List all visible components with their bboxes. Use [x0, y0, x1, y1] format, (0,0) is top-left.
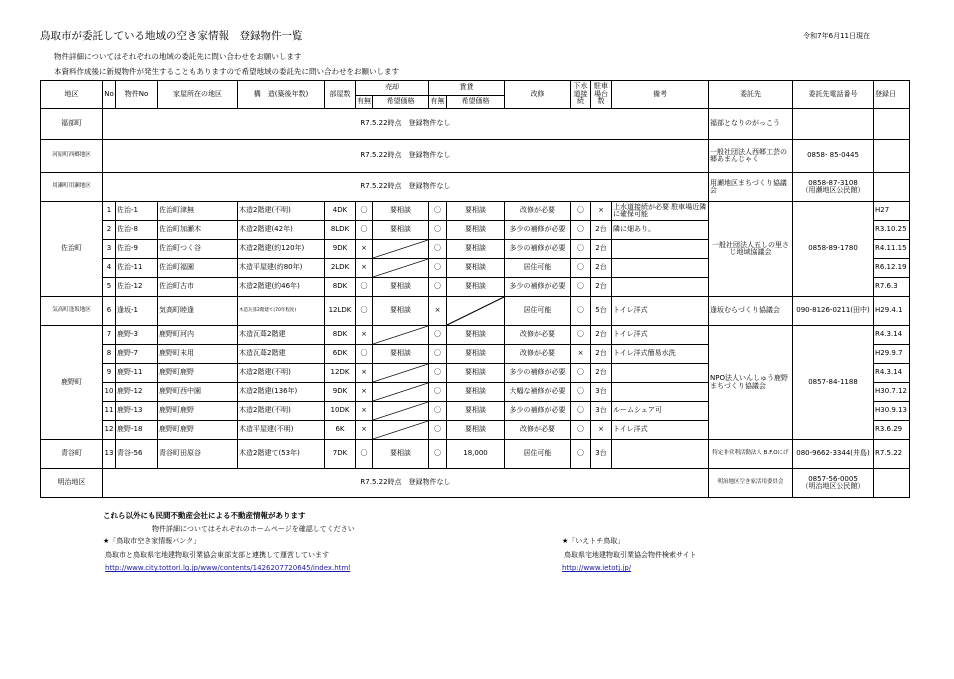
phone-saji: 0858-89-1780	[793, 202, 874, 297]
no-listing: R7.5.22時点 登録物件なし	[103, 469, 709, 498]
header-reg-date: 登録日	[874, 81, 910, 109]
crossed-out-cell	[373, 421, 429, 440]
table-cell: 〇	[429, 421, 447, 440]
table-cell: 気高町睦逢	[158, 297, 238, 326]
crossed-out-cell	[373, 259, 429, 278]
table-cell: 18,000	[447, 440, 505, 469]
table-cell: 4	[103, 259, 116, 278]
table-cell: 〇	[571, 364, 591, 383]
footer-heading: これら以外にも民間不動産会社による不動産情報があります	[103, 511, 306, 520]
table-cell: 要相談	[447, 383, 505, 402]
table-cell: 10DK	[325, 402, 356, 421]
table-cell: 木造2階建(不明)	[238, 402, 325, 421]
footer-right-link[interactable]: http://www.ietotj.jp/	[562, 564, 632, 572]
table-cell	[612, 278, 709, 297]
table-cell: 5台	[591, 297, 612, 326]
table-cell: 2台	[591, 221, 612, 240]
table-cell: 木造2階建(42年)	[238, 221, 325, 240]
table-cell: 6K	[325, 421, 356, 440]
table-cell: 〇	[429, 440, 447, 469]
table-cell: 〇	[571, 202, 591, 221]
table-cell: 木造2階建(約46年)	[238, 278, 325, 297]
table-cell: 鹿野町西中園	[158, 383, 238, 402]
table-cell: 〇	[429, 345, 447, 364]
table-cell: 3台	[591, 402, 612, 421]
table-cell: ×	[356, 240, 373, 259]
table-cell: 鹿野町末用	[158, 345, 238, 364]
contractor-shikano: NPO法人いんしゅう鹿野まちづくり協議会	[709, 326, 793, 440]
no-listing: R7.5.22時点 登録物件なし	[103, 173, 709, 202]
table-cell: 9	[103, 364, 116, 383]
table-cell: 多少の補修が必要	[505, 240, 571, 259]
table-cell: 〇	[429, 326, 447, 345]
phone-meiji: 0857-56-0005 （明治地区公民館）	[793, 469, 874, 498]
table-cell: 青谷-56	[116, 440, 158, 469]
table-cell: 居住可能	[505, 259, 571, 278]
table-cell: 木造瓦葺2階建	[238, 345, 325, 364]
table-cell: 〇	[429, 402, 447, 421]
table-cell: ×	[356, 259, 373, 278]
table-cell: 鹿野町鹿野	[158, 421, 238, 440]
table-cell: ×	[356, 402, 373, 421]
table-cell: ×	[571, 345, 591, 364]
table-cell: 大幅な補修が必要	[505, 383, 571, 402]
crossed-out-cell	[373, 383, 429, 402]
table-cell: 2台	[591, 278, 612, 297]
empty-cell	[874, 140, 910, 173]
table-cell: R4.3.14	[874, 326, 910, 345]
table-cell: 鹿野-11	[116, 364, 158, 383]
table-cell: 要相談	[447, 202, 505, 221]
table-cell: 8	[103, 345, 116, 364]
table-cell: 鹿野町鹿野	[158, 402, 238, 421]
table-cell: 〇	[429, 259, 447, 278]
header-sewer: 下水道接続	[571, 81, 591, 109]
contractor-kedaka: 逢坂むらづくり協議会	[709, 297, 793, 326]
header-sale-price: 希望価格	[373, 96, 429, 109]
table-cell: 要相談	[447, 221, 505, 240]
footer-left-title: ★「鳥取市空き家情報バンク」	[103, 537, 201, 545]
page-title: 鳥取市が委託している地域の空き家情報 登録物件一覧	[40, 30, 303, 42]
table-cell: 要相談	[447, 278, 505, 297]
table-cell: 〇	[429, 383, 447, 402]
table-cell: 2	[103, 221, 116, 240]
table-cell: 木造2階建(不明)	[238, 202, 325, 221]
table-cell: 多少の補修が必要	[505, 402, 571, 421]
table-cell: 3台	[591, 383, 612, 402]
table-cell: 改修が必要	[505, 326, 571, 345]
header-address: 家屋所在の地区	[158, 81, 238, 109]
contractor-aoya: 特定非営利活動法人 B.F.Oにげ	[709, 440, 793, 469]
table-cell: 〇	[571, 440, 591, 469]
table-cell: 要相談	[373, 202, 429, 221]
area-fukube: 福部町	[41, 109, 103, 140]
contractor-meiji: 明治地区空き家活用委員会	[709, 469, 793, 498]
table-cell: 〇	[571, 221, 591, 240]
header-item-no: 物件No	[116, 81, 158, 109]
table-cell: 6	[103, 297, 116, 326]
table-cell: 要相談	[447, 326, 505, 345]
header-repair: 改修	[505, 81, 571, 109]
empty-cell	[874, 109, 910, 140]
table-cell: 居住可能	[505, 297, 571, 326]
table-cell: 12DK	[325, 364, 356, 383]
table-cell: 佐治町福園	[158, 259, 238, 278]
table-row	[41, 297, 910, 326]
table-cell: 〇	[356, 202, 373, 221]
table-cell: H27	[874, 202, 910, 221]
area-yosemachi: 用瀬町用瀬地区	[41, 173, 103, 202]
table-cell: 3	[103, 240, 116, 259]
table-cell: 鹿野-18	[116, 421, 158, 440]
table-cell: 12LDK	[325, 297, 356, 326]
table-cell: 5	[103, 278, 116, 297]
table-cell: 鹿野-13	[116, 402, 158, 421]
table-cell: 2台	[591, 240, 612, 259]
table-cell	[612, 383, 709, 402]
table-cell: 2LDK	[325, 259, 356, 278]
table-cell: 〇	[429, 202, 447, 221]
table-row	[41, 440, 910, 469]
table-cell: 居住可能	[505, 440, 571, 469]
table-cell: 逢坂-1	[116, 297, 158, 326]
header-rent-avail: 有無	[429, 96, 447, 109]
table-cell: 〇	[571, 402, 591, 421]
table-cell: 多少の補修が必要	[505, 364, 571, 383]
table-cell: 木造平屋建(約80年)	[238, 259, 325, 278]
table-cell: 6DK	[325, 345, 356, 364]
table-cell: 〇	[356, 440, 373, 469]
header-structure: 構 造(築後年数)	[238, 81, 325, 109]
header-rent-price: 希望価格	[447, 96, 505, 109]
no-listing: R7.5.22時点 登録物件なし	[103, 140, 709, 173]
table-cell: 木造瓦葺2階建	[238, 326, 325, 345]
table-cell: 〇	[571, 297, 591, 326]
table-cell: 鹿野-12	[116, 383, 158, 402]
table-cell: H29.4.1	[874, 297, 910, 326]
table-cell: 2台	[591, 259, 612, 278]
table-cell: 多少の補修が必要	[505, 278, 571, 297]
area-saji: 佐治町	[41, 202, 103, 297]
table-cell: 要相談	[373, 221, 429, 240]
table-cell: 佐治町つく谷	[158, 240, 238, 259]
table-cell: R6.12.19	[874, 259, 910, 278]
empty-cell	[793, 109, 874, 140]
phone-shikano: 0857-84-1188	[793, 326, 874, 440]
table-cell: 鹿野-7	[116, 345, 158, 364]
table-cell: 〇	[429, 278, 447, 297]
table-cell: 〇	[571, 383, 591, 402]
table-cell: 佐治町古市	[158, 278, 238, 297]
table-cell: ×	[591, 421, 612, 440]
phone-aoya: 080-9662-3344(井島)	[793, 440, 874, 469]
table-cell: 9DK	[325, 383, 356, 402]
table-cell: 1	[103, 202, 116, 221]
table-cell: 隣に畑あり。	[612, 221, 709, 240]
table-cell: トイレ洋式	[612, 326, 709, 345]
table-cell: 3台	[591, 440, 612, 469]
table-cell: 〇	[429, 364, 447, 383]
table-cell: 〇	[571, 421, 591, 440]
table-cell: 要相談	[373, 440, 429, 469]
table-cell: 要相談	[447, 421, 505, 440]
header-parking: 駐車場台数	[591, 81, 612, 109]
header-rooms: 部屋数	[325, 81, 356, 109]
table-cell: 8DK	[325, 278, 356, 297]
table-cell: 〇	[571, 259, 591, 278]
contractor-saji: 一般社団法人五しの里さじ地域協議会	[709, 202, 793, 297]
table-cell: 要相談	[447, 364, 505, 383]
table-cell: 要相談	[447, 345, 505, 364]
table-cell	[612, 240, 709, 259]
table-cell: 佐治町津無	[158, 202, 238, 221]
header-sale-avail: 有無	[356, 96, 373, 109]
footer-right-desc: 鳥取県宅地建物取引業協会物件検索サイト	[564, 551, 697, 559]
no-listing: R7.5.22時点 登録物件なし	[103, 109, 709, 140]
table-cell: 12	[103, 421, 116, 440]
header-sale: 売却	[356, 81, 429, 96]
contractor-fukube: 福部となりのがっこう	[709, 109, 793, 140]
table-cell	[612, 364, 709, 383]
table-cell: 8DK	[325, 326, 356, 345]
table-cell: ×	[356, 326, 373, 345]
table-cell: 2台	[591, 326, 612, 345]
table-cell: 改修が必要	[505, 202, 571, 221]
table-cell: H30.9.13	[874, 402, 910, 421]
table-cell: R4.3.14	[874, 364, 910, 383]
phone-yosemachi: 0858-87-3108 （用瀬地区公民館）	[793, 173, 874, 202]
table-cell: R7.6.3	[874, 278, 910, 297]
table-cell: ×	[356, 364, 373, 383]
crossed-out-cell	[373, 402, 429, 421]
note-2: 本資料作成後に新規物件が発生することもありますので希望地域の委託先に問い合わせをお願いします	[54, 67, 399, 76]
table-cell: 木造2階建(136年)	[238, 383, 325, 402]
table-cell: 佐治-12	[116, 278, 158, 297]
header-area: 地区	[41, 81, 103, 109]
area-kedaka: 気高町逢坂地区	[41, 297, 103, 326]
table-cell: 鹿野町河内	[158, 326, 238, 345]
table-cell	[612, 259, 709, 278]
table-cell: 多少の補修が必要	[505, 221, 571, 240]
table-cell: 要相談	[447, 240, 505, 259]
table-cell: 〇	[429, 240, 447, 259]
table-cell: 7DK	[325, 440, 356, 469]
table-cell: 7	[103, 326, 116, 345]
footer-left-link[interactable]: http://www.city.tottori.lg.jp/www/contents/1426207720645/index.html	[105, 564, 351, 572]
table-cell: 9DK	[325, 240, 356, 259]
table-cell: R3.10.25	[874, 221, 910, 240]
header-remarks: 備考	[612, 81, 709, 109]
table-cell: ×	[356, 383, 373, 402]
table-cell: ×	[591, 202, 612, 221]
crossed-out-cell	[373, 364, 429, 383]
table-cell: 〇	[571, 240, 591, 259]
table-cell: 〇	[356, 297, 373, 326]
area-aoya: 青谷町	[41, 440, 103, 469]
contractor-yosemachi: 用瀬地区まちづくり協議会	[709, 173, 793, 202]
table-cell: 鹿野-3	[116, 326, 158, 345]
table-cell: 上水道接続が必要 駐車場近隣に確保可能	[612, 202, 709, 221]
table-cell: 〇	[571, 326, 591, 345]
area-meiji: 明治地区	[41, 469, 103, 498]
table-cell: R7.5.22	[874, 440, 910, 469]
area-kawahara: 河原町西郷地区	[41, 140, 103, 173]
table-cell: トイレ洋式簡易水洗	[612, 345, 709, 364]
table-cell: 要相談	[447, 259, 505, 278]
table-cell: 木造2階建て(53年)	[238, 440, 325, 469]
table-cell: トイレ洋式	[612, 421, 709, 440]
header-no: No	[103, 81, 116, 109]
area-shikano: 鹿野町	[41, 326, 103, 440]
table-cell: 要相談	[373, 345, 429, 364]
crossed-out-cell	[447, 297, 505, 326]
empty-cell	[874, 469, 910, 498]
table-cell: 青谷町田原谷	[158, 440, 238, 469]
table-cell: 佐治-9	[116, 240, 158, 259]
crossed-out-cell	[373, 240, 429, 259]
table-row	[41, 326, 910, 345]
table-cell: 2台	[591, 364, 612, 383]
listing-table	[40, 80, 910, 498]
table-cell: R4.11.15	[874, 240, 910, 259]
table-cell: 要相談	[447, 402, 505, 421]
header-contractor: 委託先	[709, 81, 793, 109]
table-cell: R3.6.29	[874, 421, 910, 440]
table-cell: 佐治-1	[116, 202, 158, 221]
table-cell: ×	[356, 421, 373, 440]
footer-right-title: ★「いえトチ鳥取」	[562, 537, 625, 545]
phone-kedaka: 090-8126-0211(田中)	[793, 297, 874, 326]
table-cell: 木造2階建(不明)	[238, 364, 325, 383]
note-1: 物件詳細についてはそれぞれの地域の委託先に問い合わせをお願いします	[54, 52, 302, 61]
table-cell: ルームシェア可	[612, 402, 709, 421]
table-cell: トイレ洋式	[612, 297, 709, 326]
table-cell: ×	[429, 297, 447, 326]
as-of-date: 令和7年6月11日現在	[803, 32, 870, 40]
table-cell: 木造平屋建(不明)	[238, 421, 325, 440]
phone-kawahara: 0858- 85-0445	[793, 140, 874, 173]
table-cell: 〇	[356, 345, 373, 364]
table-cell: 佐治-11	[116, 259, 158, 278]
contractor-kawahara: 一般社団法人西郷工芸の郷あまんじゃく	[709, 140, 793, 173]
table-cell: H29.9.7	[874, 345, 910, 364]
table-cell: 〇	[356, 221, 373, 240]
footer-sub: 物件詳細についてはそれぞれのホームページを確認してください	[152, 525, 355, 533]
header-rent: 賃貸	[429, 81, 505, 96]
table-cell: H30.7.12	[874, 383, 910, 402]
table-cell: 11	[103, 402, 116, 421]
table-cell: 要相談	[373, 278, 429, 297]
table-cell: 佐治-8	[116, 221, 158, 240]
empty-cell	[874, 173, 910, 202]
table-cell: 要相談	[373, 297, 429, 326]
table-cell: 8LDK	[325, 221, 356, 240]
table-cell: 木造瓦葺2階建て(70年程度)	[238, 297, 325, 326]
table-cell: 〇	[571, 278, 591, 297]
table-cell: 改修が必要	[505, 345, 571, 364]
table-cell: 〇	[356, 278, 373, 297]
table-cell: 13	[103, 440, 116, 469]
footer-left-desc: 鳥取市と鳥取県宅地建物取引業協会東部支部と連携して運営しています	[105, 551, 329, 559]
table-cell: 鹿野町鹿野	[158, 364, 238, 383]
crossed-out-cell	[373, 326, 429, 345]
table-cell: 佐治町加瀬木	[158, 221, 238, 240]
table-cell: 〇	[429, 221, 447, 240]
table-cell: 木造2階建(約120年)	[238, 240, 325, 259]
header-phone: 委託先電話番号	[793, 81, 874, 109]
table-row	[41, 202, 910, 221]
table-cell: 10	[103, 383, 116, 402]
table-cell: 改修が必要	[505, 421, 571, 440]
table-cell	[612, 440, 709, 469]
table-cell: 4DK	[325, 202, 356, 221]
table-cell: 2台	[591, 345, 612, 364]
